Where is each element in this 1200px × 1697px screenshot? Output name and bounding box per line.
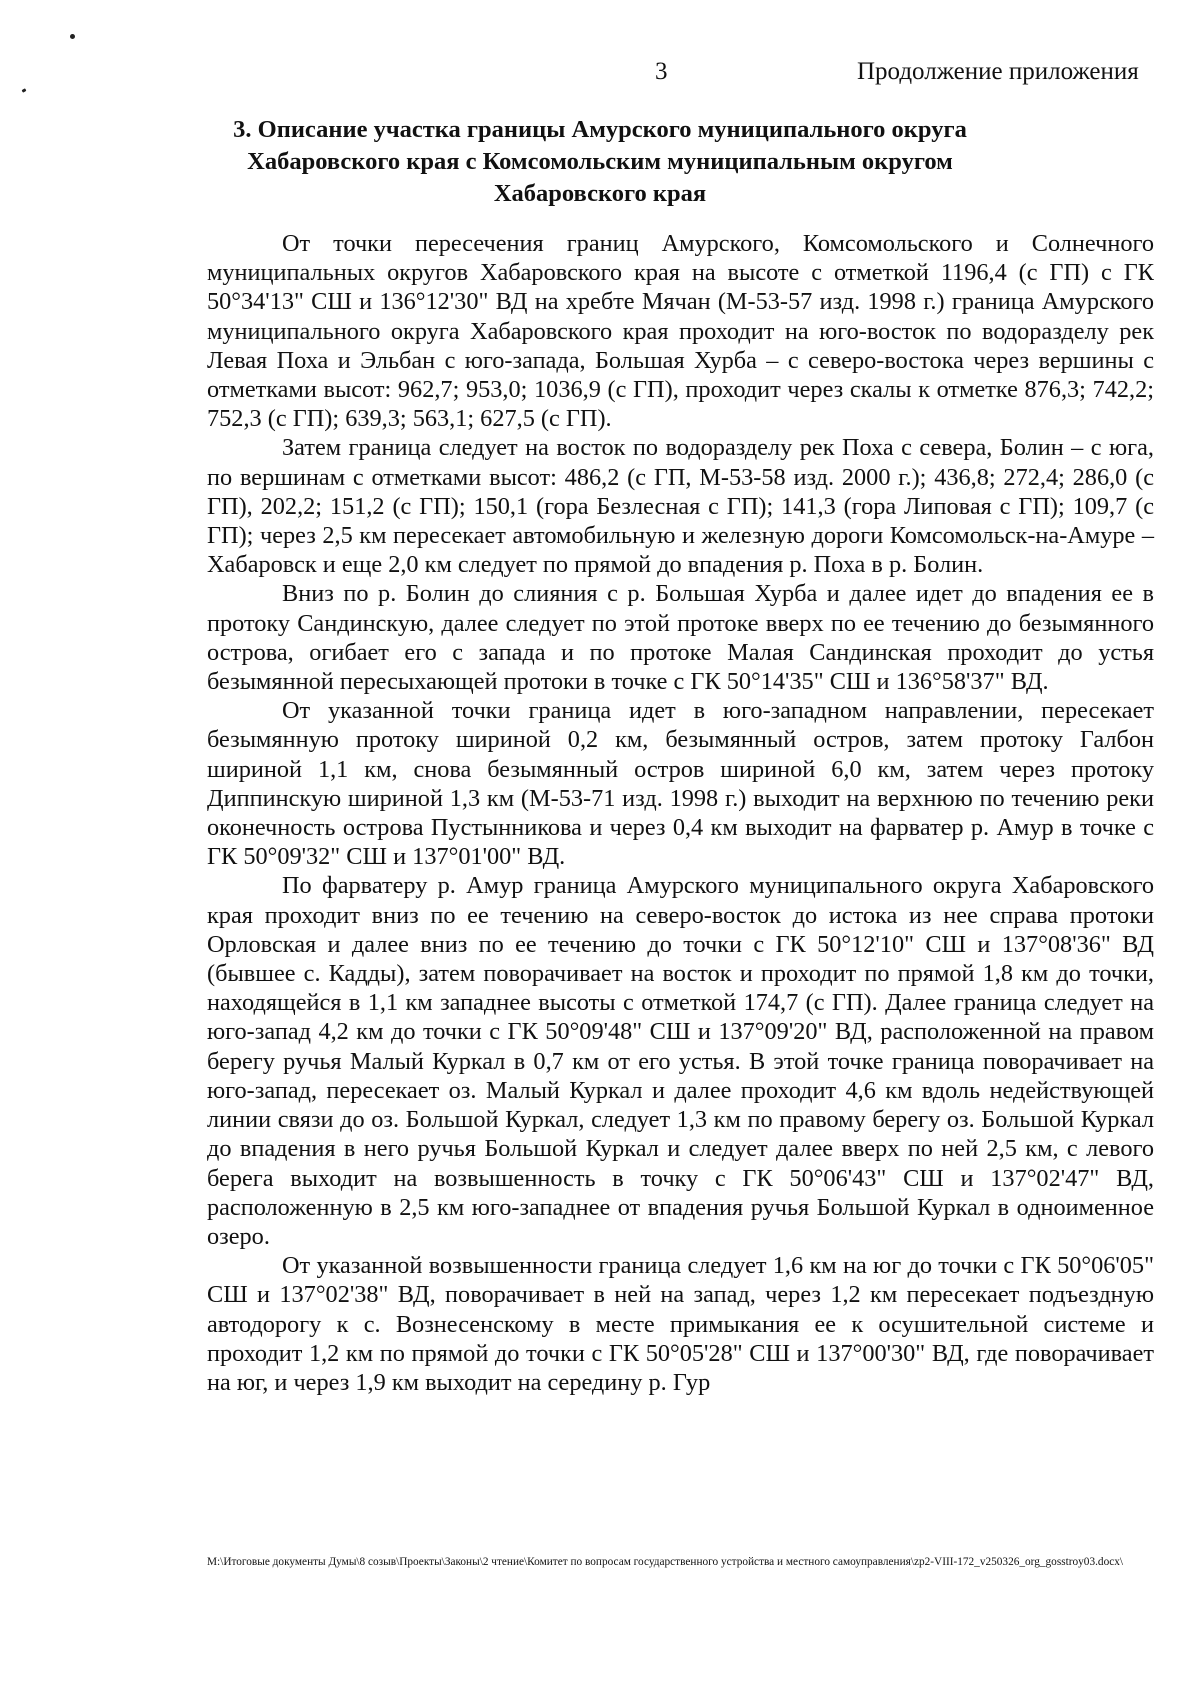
body-paragraph: По фарватеру р. Амур граница Амурского муниципального округа Хабаровского края проходит вниз по ее течению на северо-восток до истока из нее справа протоки Орловская и далее вниз по ее течению до точки с ГК 50°12'10" СШ и 137°08'36" ВД (бывшее с. Кадды), затем поворачивает на восток и проходит по прямой 1,8 км до точки, находящейся в 1,1 км западнее высоты с отметкой 174,7 (с ГП). Далее граница следует на юго-запад 4,2 км до точки с ГК 50°09'48" СШ и 137°09'20" ВД, расположенной на правом берегу ручья Малый Куркал в 0,7 км от его устья. В этой точке граница поворачивает на юго-запад, пересекает оз. Малый Куркал и далее проходит 4,6 км вдоль недействующей линии связи до оз. Большой Куркал, следует 1,3 км по правому берегу оз. Большой Куркал до впадения в него ручья Большой Куркал и следует далее вверх по ней 2,5 км, с левого берега выходит на возвышенность в точку с ГК 50°06'43" СШ и 137°02'47" ВД, расположенную в 2,5 км юго-западнее от впадения ручья Большой Куркал в одноименное озеро. xyxy=(207,872,1154,1250)
body-paragraph: От указанной возвышенности граница следует 1,6 км на юг до точки с ГК 50°06'05" СШ и 137°02'38" ВД, поворачивает в ней на запад, через 1,2 км пересекает подъездную автодорогу к с. Вознесенскому в месте примыкания ее к осушительной системе и проходит 1,2 км по прямой до точки с ГК 50°05'28" СШ и 137°00'30" ВД, где поворачивает на юг, и через 1,9 км выходит на середину р. Гур xyxy=(207,1252,1154,1396)
body-paragraph: Вниз по р. Болин до слияния с р. Большая Хурба и далее идет до впадения ее в протоку Сандинскую, далее следует по этой протоке вверх по ее течению до безымянного острова, огибает его с запада и по протоке Малая Сандинская проходит до устья безымянной пересыхающей протоки в точке с ГК 50°14'35" СШ и 136°58'37" ВД. xyxy=(207,580,1154,696)
scan-speck-mark xyxy=(22,88,27,93)
body-paragraph: Затем граница следует на восток по водоразделу рек Поха с севера, Болин – с юга, по вершинам с отметками высот: 486,2 (с ГП, М-53-58 изд. 2000 г.); 436,8; 272,4; 286,0 (с ГП), 202,2; 151,2 (с ГП); 150,1 (гора Безлесная с ГП); 141,3 (гора Липовая с ГП); 109,7 (с ГП); через 2,5 км пересекает автомобильную и железную дороги Комсомольск-на-Амуре – Хабаровск и еще 2,0 км следует по прямой до впадения р. Поха в р. Болин. xyxy=(207,434,1154,579)
body-paragraph: От точки пересечения границ Амурского, Комсомольского и Солнечного муниципальных округов Хабаровского края на высоте с отметкой 1196,4 (с ГП) с ГК 50°34'13" СШ и 136°12'30" ВД на хребте Мячан (М-53-57 изд. 1998 г.) граница Амурского муниципального округа Хабаровского края проходит на юго-восток по водоразделу рек Левая Поха и Эльбан с юго-запада, Большая Хурба – с северо-востока через вершины с отметками высот: 962,7; 953,0; 1036,9 (с ГП), проходит через скалы к отметке 876,3; 742,2; 752,3 (с ГП); 639,3; 563,1; 627,5 (с ГП). xyxy=(207,230,1154,433)
header-note: Продолжение приложения xyxy=(857,58,1139,85)
scan-speck-dot xyxy=(70,34,75,39)
body-paragraph: От указанной точки граница идет в юго-западном направлении, пересекает безымянную протоку шириной 0,2 км, безымянный остров, затем протоку Галбон шириной 1,1 км, снова безымянный остров шириной 6,0 км, затем через протоку Диппинскую шириной 1,3 км (М-53-71 изд. 1998 г.) выходит на верхнюю по течению реки оконечность острова Пустынникова и через 0,4 км выходит на фарватер р. Амур в точке с ГК 50°09'32" СШ и 137°01'00" ВД. xyxy=(207,697,1154,871)
document-body xyxy=(207,229,1154,1397)
document-title: 3. Описание участка границы Амурского муниципального округа Хабаровского края с Комсомольским муниципальным округом Хабаровского края xyxy=(233,116,967,207)
page-number: 3 xyxy=(655,58,668,85)
file-path-footer: M:\Итоговые документы Думы\8 созыв\Проекты\Законы\2 чтение\Комитет по вопросам государственного устройства и местного самоуправления\zp2-VIII-172_v250326_org_gosstroy03.docx\ xyxy=(207,1556,1124,1568)
